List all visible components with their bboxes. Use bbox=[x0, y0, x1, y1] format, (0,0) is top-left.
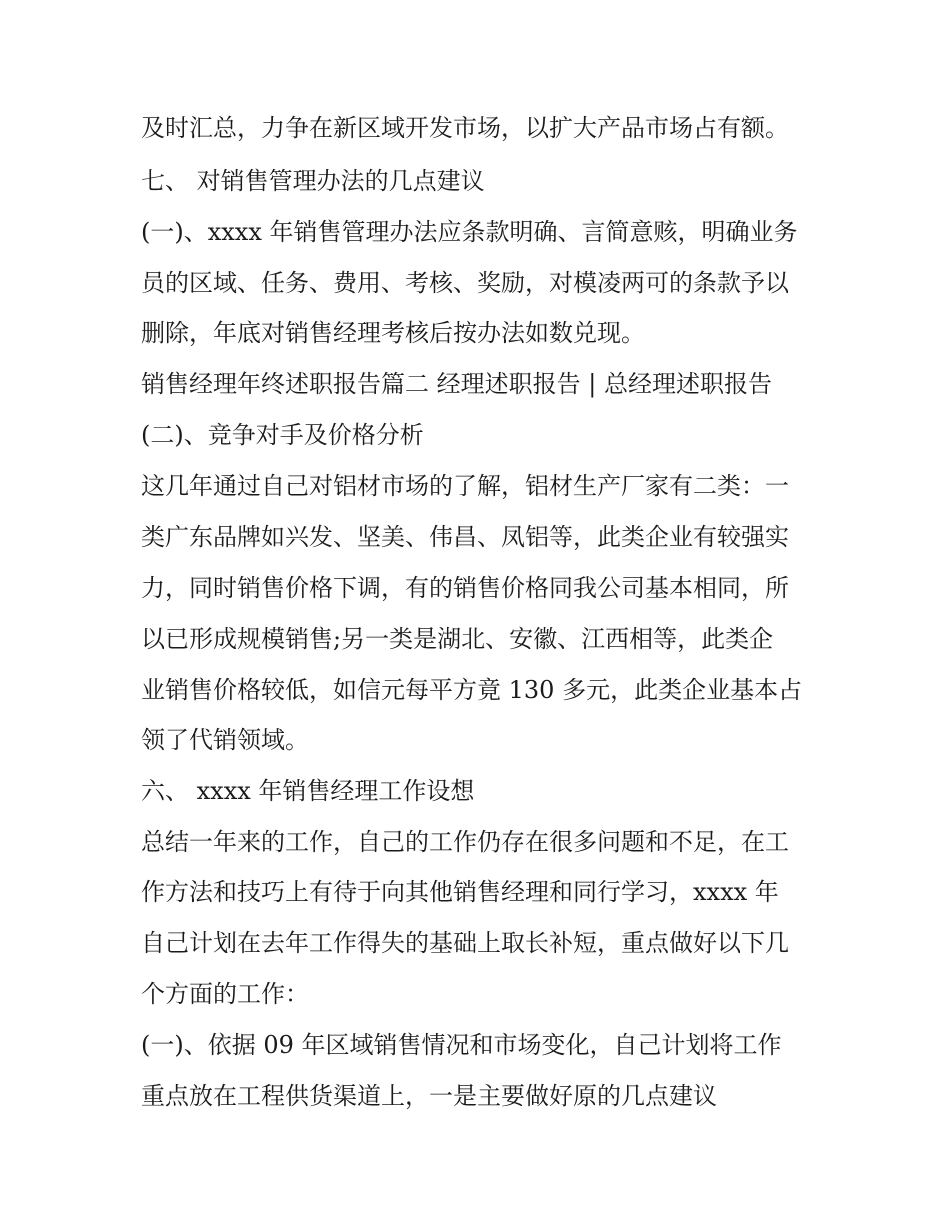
section-heading: 六、 xxxx 年销售经理工作设想 bbox=[141, 777, 475, 805]
text-line: 重点放在工程供货渠道上，一是主要做好原的几点建议 bbox=[141, 1082, 717, 1110]
text-line: 类广东品牌如兴发、坚美、伟昌、凤铝等，此类企业有较强实 bbox=[141, 523, 789, 551]
text-line: 自己计划在去年工作得失的基础上取长补短，重点做好以下几 bbox=[141, 929, 789, 957]
text-line: (一)、xxxx 年销售管理办法应条款明确、言简意赅，明确业务 bbox=[141, 218, 798, 246]
text-line: 删除，年底对销售经理考核后按办法如数兑现。 bbox=[141, 319, 645, 347]
section-heading: (二)、竞争对手及价格分析 bbox=[141, 421, 424, 449]
section-title: 销售经理年终述职报告篇二 经理述职报告 | 总经理述职报告 bbox=[141, 370, 772, 398]
text-line: 以已形成规模销售;另一类是湖北、安徽、江西相等，此类企 bbox=[141, 625, 774, 653]
section-heading: 七、 对销售管理办法的几点建议 bbox=[141, 167, 485, 195]
text-line: 总结一年来的工作，自己的工作仍存在很多问题和不足，在工 bbox=[141, 828, 789, 856]
text-line: (一)、依据 09 年区域销售情况和市场变化，自己计划将工作 bbox=[141, 1031, 782, 1059]
text-line: 领了代销领域。 bbox=[141, 726, 309, 754]
text-line: 这几年通过自己对铝材市场的了解，铝材生产厂家有二类：一 bbox=[141, 472, 789, 500]
text-line: 力，同时销售价格下调，有的销售价格同我公司基本相同，所 bbox=[141, 574, 789, 602]
text-line: 业销售价格较低，如信元每平方竟 130 多元，此类企业基本占 bbox=[141, 676, 803, 704]
text-line: 及时汇总，力争在新区域开发市场，以扩大产品市场占有额。 bbox=[141, 114, 789, 142]
text-line: 作方法和技巧上有待于向其他销售经理和同行学习，xxxx 年 bbox=[141, 878, 779, 906]
text-line: 个方面的工作： bbox=[141, 980, 309, 1008]
text-line: 员的区域、任务、费用、考核、奖励，对模凌两可的条款予以 bbox=[141, 269, 789, 297]
